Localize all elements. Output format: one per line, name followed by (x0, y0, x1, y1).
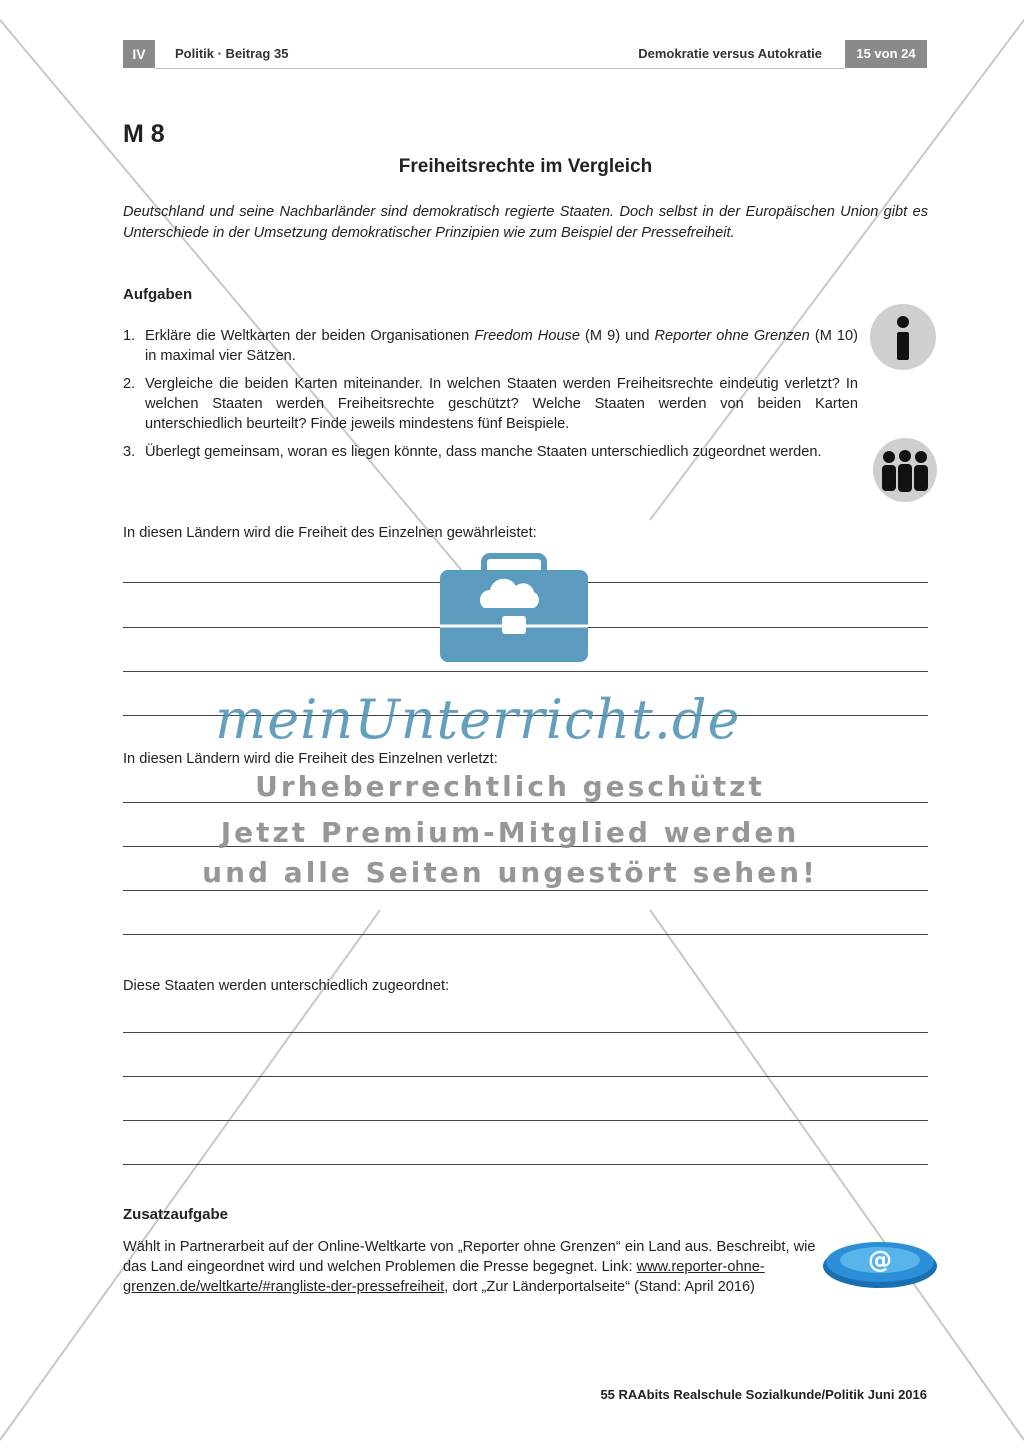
zusatz-text: Wählt in Partnerarbeit auf der Online-Weltkarte von „Reporter ohne Grenzen“ ein Land aus. Beschreibt, wie das Land eingeordnet wird und welchen Problemen die Presse begegnet. Link: www.reporter-ohne-grenzen.de/weltkarte/#rangliste-der-pressefreiheit, dort „Zur Länderportalseite“ (Stand: April 2016) (123, 1239, 816, 1295)
email-icon (822, 1238, 938, 1290)
task-text: Überlegt gemeinsam, woran es liegen könnte, dass manche Staaten unterschiedlich zugeordnet werden. (145, 444, 822, 460)
answer-line[interactable] (123, 671, 928, 672)
task-item (123, 326, 858, 366)
answer-line[interactable] (123, 1164, 928, 1165)
section-label-violated: In diesen Ländern wird die Freiheit des Einzelnen verletzt: (123, 751, 498, 767)
group-work-icon (873, 438, 937, 502)
task-text: Vergleiche die beiden Karten miteinander. In welchen Staaten werden Freiheitsrechte eindeutig verletzt? In welchen Staaten werden Freiheitsrechte geschützt? Welche Staaten werden von beiden Karten unterschiedlich beurteilt? Finde jeweils mindestens fünf Beispiele. (145, 376, 858, 432)
task-item (123, 374, 858, 434)
section-badge: IV (123, 40, 155, 68)
watermark-copyright: Urheberrechtlich geschützt (255, 770, 765, 803)
answer-line[interactable] (123, 1076, 928, 1077)
section-label-different: Diese Staaten werden unterschiedlich zugeordnet: (123, 978, 450, 994)
watermark-premium-line2: und alle Seiten ungestört sehen! (202, 856, 818, 889)
page-title: Freiheitsrechte im Vergleich (398, 156, 653, 177)
footer-source: 55 RAAbits Realschule Sozialkunde/Politik Juni 2016 (600, 1387, 927, 1402)
answer-line[interactable] (123, 934, 928, 935)
task-number: 1. (123, 328, 136, 344)
section-label-guaranteed: In diesen Ländern wird die Freiheit des Einzelnen gewährleistet: (123, 525, 537, 541)
header-left-title: Politik · Beitrag 35 (175, 46, 289, 61)
task-item (123, 442, 858, 462)
briefcase-cloud-icon (438, 552, 590, 664)
svg-text:@: @ (868, 1246, 892, 1274)
watermark-brand: meinUnterricht.de (215, 688, 741, 751)
intro-text: Deutschland und seine Nachbarländer sind demokratisch regierte Staaten. Doch selbst in der Europäischen Union gibt es Unterschiede in der Umsetzung demokratischer Prinzipien wie zum Beispiel der Pressefreiheit. (123, 204, 928, 241)
pressefreiheit-link[interactable]: www.reporter-ohne-grenzen.de/weltkarte/#rangliste-der-pressefreiheit (123, 1259, 765, 1295)
watermark-premium-line1: Jetzt Premium-Mitglied werden (220, 816, 800, 849)
answer-line[interactable] (123, 890, 928, 891)
answer-line[interactable] (123, 1032, 928, 1033)
task-number: 3. (123, 444, 136, 460)
zusatz-heading: Zusatzaufgabe (123, 1206, 229, 1223)
material-label: M 8 (123, 120, 165, 148)
task-text: Erkläre die Weltkarten der beiden Organisationen Freedom House (M 9) und Reporter ohne Grenzen (M 10) in maximal vier Sätzen. (145, 328, 858, 364)
page-number: 15 von 24 (845, 40, 927, 68)
answer-line[interactable] (123, 1120, 928, 1121)
info-icon (870, 304, 936, 370)
tasks-heading: Aufgaben (123, 286, 193, 303)
task-list (123, 326, 858, 470)
task-number: 2. (123, 376, 136, 392)
header-right-title: Demokratie versus Autokratie (638, 46, 822, 61)
